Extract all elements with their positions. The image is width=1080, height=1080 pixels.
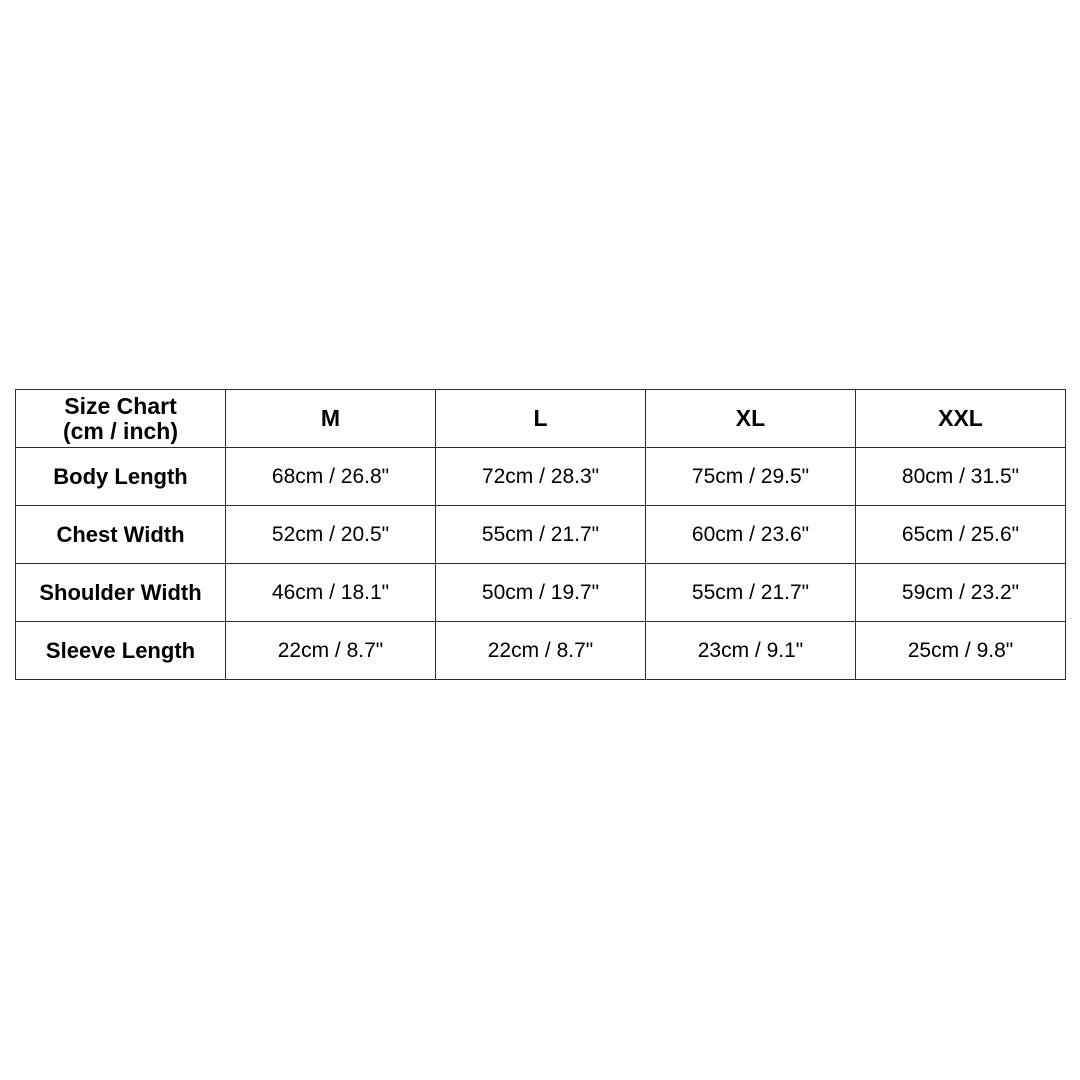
- table-cell: 25cm / 9.8": [856, 622, 1066, 680]
- table-row-sleeve-length: [16, 622, 1066, 680]
- row-label-shoulder-width: Shoulder Width: [16, 564, 226, 622]
- size-header-l: L: [436, 390, 646, 448]
- table-cell: 23cm / 9.1": [646, 622, 856, 680]
- row-label-body-length: Body Length: [16, 448, 226, 506]
- size-chart-title: [16, 390, 226, 448]
- table-cell: 80cm / 31.5": [856, 448, 1066, 506]
- table-cell: 72cm / 28.3": [436, 448, 646, 506]
- row-label-chest-width: Chest Width: [16, 506, 226, 564]
- size-chart-table: [15, 389, 1066, 680]
- table-row-body-length: [16, 448, 1066, 506]
- table-cell: 68cm / 26.8": [226, 448, 436, 506]
- table-cell: 55cm / 21.7": [436, 506, 646, 564]
- size-header-m: M: [226, 390, 436, 448]
- row-label-sleeve-length: Sleeve Length: [16, 622, 226, 680]
- table-row-shoulder-width: [16, 564, 1066, 622]
- table-cell: 65cm / 25.6": [856, 506, 1066, 564]
- table-cell: 60cm / 23.6": [646, 506, 856, 564]
- table-row-chest-width: [16, 506, 1066, 564]
- table-header-row: [16, 390, 1066, 448]
- table-cell: 52cm / 20.5": [226, 506, 436, 564]
- table-cell: 55cm / 21.7": [646, 564, 856, 622]
- table-cell: 22cm / 8.7": [226, 622, 436, 680]
- table-cell: 59cm / 23.2": [856, 564, 1066, 622]
- table-cell: 46cm / 18.1": [226, 564, 436, 622]
- table-cell: 22cm / 8.7": [436, 622, 646, 680]
- table-cell: 50cm / 19.7": [436, 564, 646, 622]
- size-header-xxl: XXL: [856, 390, 1066, 448]
- size-chart-title-line1: Size Chart: [64, 392, 177, 419]
- size-header-xl: XL: [646, 390, 856, 448]
- table-cell: 75cm / 29.5": [646, 448, 856, 506]
- size-chart-title-line2: (cm / inch): [62, 417, 178, 444]
